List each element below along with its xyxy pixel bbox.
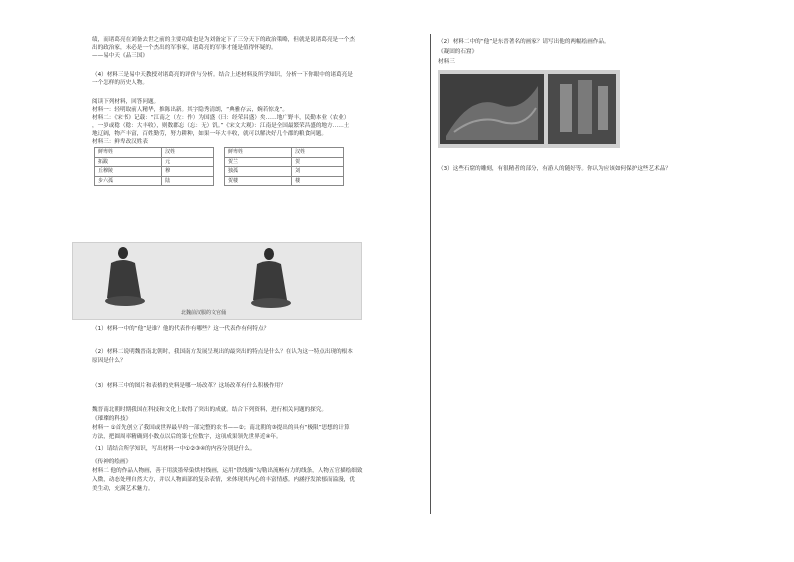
table-row	[225, 167, 344, 177]
art-material-2-line-3: 美生动，充满艺术魅力。	[92, 486, 154, 492]
table-row	[95, 148, 214, 158]
table-cell: 拓跋	[95, 157, 162, 167]
table-cell: 楼	[292, 176, 344, 186]
surname-table-2	[224, 147, 344, 186]
figurine-left-image	[101, 243, 157, 309]
art-material-2-line-1: 材料二 他的作品人物画，善于用淡墨晕染烘衬线画，运用“铁线描”勾勒出流畅有力的线条，人物五官描绘细致	[92, 468, 363, 474]
intro-line-1: 绩，而诸葛亮在刘备去世之前的主要功绩也是为刘备定下了三分天下的政治策略，但就是说诸葛亮是一个杰	[92, 37, 355, 43]
table-row	[95, 167, 214, 177]
table-cell: 穆	[162, 167, 214, 177]
left-column	[92, 36, 422, 201]
table-cell: 鲜卑姓	[95, 148, 162, 158]
table-row	[95, 176, 214, 186]
question-4-line-2: 一个怎样的历史人物。	[92, 80, 148, 86]
figurine-photo	[72, 242, 362, 320]
material-1: 材料一：轻明取前人精华，推陈出新。其字隐秀清朗，“典雅存云，婉若惊龙”。	[92, 107, 288, 113]
table-cell: 丘穆陵	[95, 167, 162, 177]
reading-instruction: 阅读下列材料，回答问题。	[92, 99, 160, 105]
table-row	[225, 157, 344, 167]
intro-source: ——易中天《品三国》	[92, 53, 148, 59]
art-material-2-line-2: 入微，动态处理自然大方，并以人物面部的复杂表情，来体现其内心的丰富情感。内涵抒发浓郁而溢漫，优	[92, 477, 355, 483]
table-row	[225, 148, 344, 158]
table-cell: 陆	[162, 176, 214, 186]
right-question-2: （2）材料二中的“他”是东晋著名的画家？请写出他的两幅绘画作品。	[438, 39, 610, 45]
column-divider	[430, 34, 431, 514]
material-2-line-3: 地辽阔，物产丰富，百姓勤劳，努力耕种，如果一年大丰收，就可以解决好几个郡的粮食问题。	[92, 131, 327, 137]
figurine-right-image	[245, 245, 301, 311]
table-row	[95, 157, 214, 167]
material-2-line-1: 材料二：《宋书》记载：“江南之（左：作）为国盛（曰：经荣昌盛）矣……地广野丰，民勤本业（农业）	[92, 115, 350, 121]
table-cell: 汉姓	[292, 148, 344, 158]
table-row	[225, 176, 344, 186]
material-3-label: 材料三	[438, 59, 455, 65]
section-intro: 魏晋南北朝时期我国在科技和文化上取得了突出的成就。结合下列资料，进行相关问题的探究。	[92, 407, 327, 413]
question-2-line-1: （2）材料二说明魏晋南北朝时，我国南方发展呈现出的最突出的特点是什么？在认为这一特点出现的根本	[92, 349, 353, 355]
science-question-1: （1）请结合所学知识，写出材料一中①②③④的内容分别是什么。	[92, 446, 256, 452]
surname-tables	[92, 147, 422, 201]
science-material-1-line-2: 方法，把圆周率精确到小数点以后的第七位数字，这项成果领先世界近④年。	[92, 434, 282, 440]
intro-line-2: 出的政治家，未必是一个杰出的军事家，诸葛亮的军事才能是值得怀疑的。	[92, 45, 277, 51]
material-3-title: 材料三：鲜卑改汉姓表	[92, 139, 148, 145]
right-question-3: （3）这些石窟的雕刻，有很精者的部分，有游人的随好等。你认为应该如何保护这些艺术品？	[438, 166, 671, 172]
grotto-photo	[438, 70, 620, 148]
table-cell: 贺楼	[225, 176, 292, 186]
question-2-line-2: 原因是什么？	[92, 358, 126, 364]
science-material-1-line-1: 材料一 ①首先创立了我国或世界最早的一部完整的农书——②；南北朝的③提出的具有“极限”思想的计算	[92, 425, 350, 431]
question-4-line-1: （4）材料三是易中天教授对诸葛亮的评价与分析。结合上述材料及所学知识，分析一下你眼中的诸葛亮是	[92, 72, 353, 78]
material-2-line-2: ，一岁或稔（稔：大丰收），则数郡忘（忘：无）饥。”《宋文大观》：江南是全国最繁荣昌盛的地方……土	[92, 123, 350, 129]
surname-table-1	[94, 147, 214, 186]
photo-caption: 北魏前汉服的文官俑	[181, 310, 227, 316]
table-cell: 鲜卑姓	[225, 148, 292, 158]
grotto-section-title: 《凝固的石窟》	[438, 49, 478, 55]
art-title: 《传神的绘画》	[92, 459, 132, 465]
table-cell: 刘	[292, 167, 344, 177]
table-cell: 贺	[292, 157, 344, 167]
grotto-photo-left-image	[440, 74, 544, 144]
grotto-photo-right-image	[548, 74, 616, 144]
table-cell: 汉姓	[162, 148, 214, 158]
table-cell: 步六孤	[95, 176, 162, 186]
question-3: （3）材料三中的图片和表格的史料是哪一场改革？这场改革有什么积极作用？	[92, 383, 286, 389]
table-cell: 元	[162, 157, 214, 167]
table-cell: 独孤	[225, 167, 292, 177]
question-1: （1）材料一中的“他”是谁？他的代表作有哪些？这一代表作有何特点？	[92, 326, 270, 332]
science-title: 《璀璨的科技》	[92, 416, 132, 422]
table-cell: 贺兰	[225, 157, 292, 167]
